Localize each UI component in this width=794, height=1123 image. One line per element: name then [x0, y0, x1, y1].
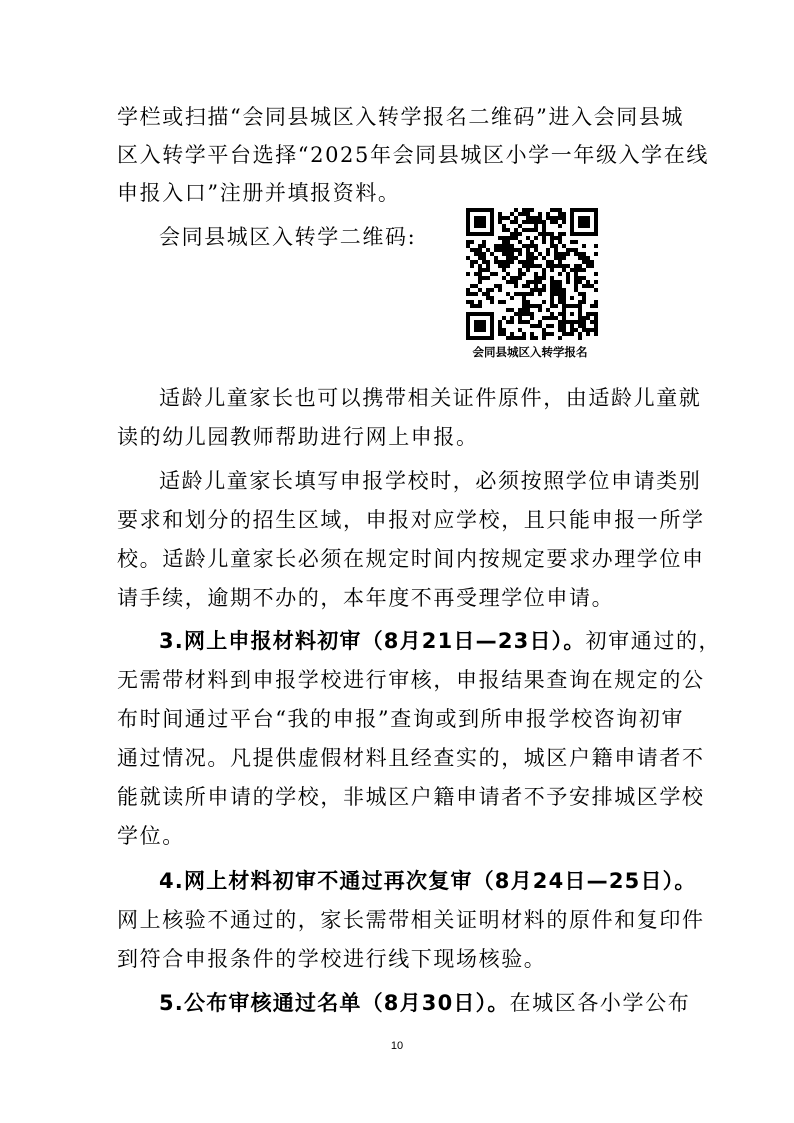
- body-line: 要求和划分的招生区域，申报对应学校，且只能申报一所学: [117, 508, 705, 532]
- qr-caption: 会同县城区入转学报名: [472, 345, 588, 359]
- body-line: 通过情况。凡提供虚假材料且经查实的，城区户籍申请者不: [117, 746, 705, 770]
- body-line: 学位。: [117, 824, 185, 848]
- section-3-text: 初审通过的，: [585, 629, 722, 653]
- section-5-text: 在城区各小学公布: [509, 991, 691, 1015]
- body-line: 学栏或扫描“会同县城区入转学报名二维码”进入会同县城: [117, 105, 685, 129]
- body-line: 适龄儿童家长填写申报学校时，必须按照学位申请类别: [159, 469, 702, 493]
- section-4-line: [159, 866, 697, 896]
- body-line: 申报入口”注册并填报资料。: [117, 181, 401, 205]
- section-5-line: [159, 988, 691, 1018]
- body-line: 网上核验不通过的，家长需带相关证明材料的原件和复印件: [117, 908, 705, 932]
- body-line: 到符合申报条件的学校进行线下现场核验。: [117, 947, 547, 971]
- body-line: 适龄儿童家长也可以携带相关证件原件，由适龄儿童就: [159, 386, 702, 410]
- body-line: 校。适龄儿童家长必须在规定时间内按规定要求办理学位申: [117, 547, 705, 571]
- body-line: 无需带材料到申报学校进行审核，申报结果查询在规定的公: [117, 668, 705, 692]
- body-line: 请手续，逾期不办的，本年度不再受理学位申请。: [117, 586, 615, 610]
- body-line: 读的幼儿园教师帮助进行网上申报。: [117, 425, 479, 449]
- body-line: 能就读所申请的学校，非城区户籍申请者不予安排城区学校: [117, 785, 705, 809]
- section-4-heading: 4.网上材料初审不通过再次复审（8月24日—25日）。: [159, 869, 697, 893]
- qr-label: 会同县城区入转学二维码:: [159, 225, 417, 249]
- qr-code-icon[interactable]: [466, 208, 598, 340]
- page-number: 10: [390, 1040, 404, 1052]
- body-line: 布时间通过平台“我的申报”查询或到所申报学校咨询初审: [117, 707, 685, 731]
- body-line: 区入转学平台选择“2025年会同县城区小学一年级入学在线: [117, 143, 709, 167]
- qr-code-block: [462, 208, 598, 360]
- section-3-heading: 3.网上申报材料初审（8月21日—23日）。: [159, 629, 586, 653]
- section-5-heading: 5.公布审核通过名单（8月30日）。: [159, 991, 510, 1015]
- section-3-line: [159, 626, 722, 656]
